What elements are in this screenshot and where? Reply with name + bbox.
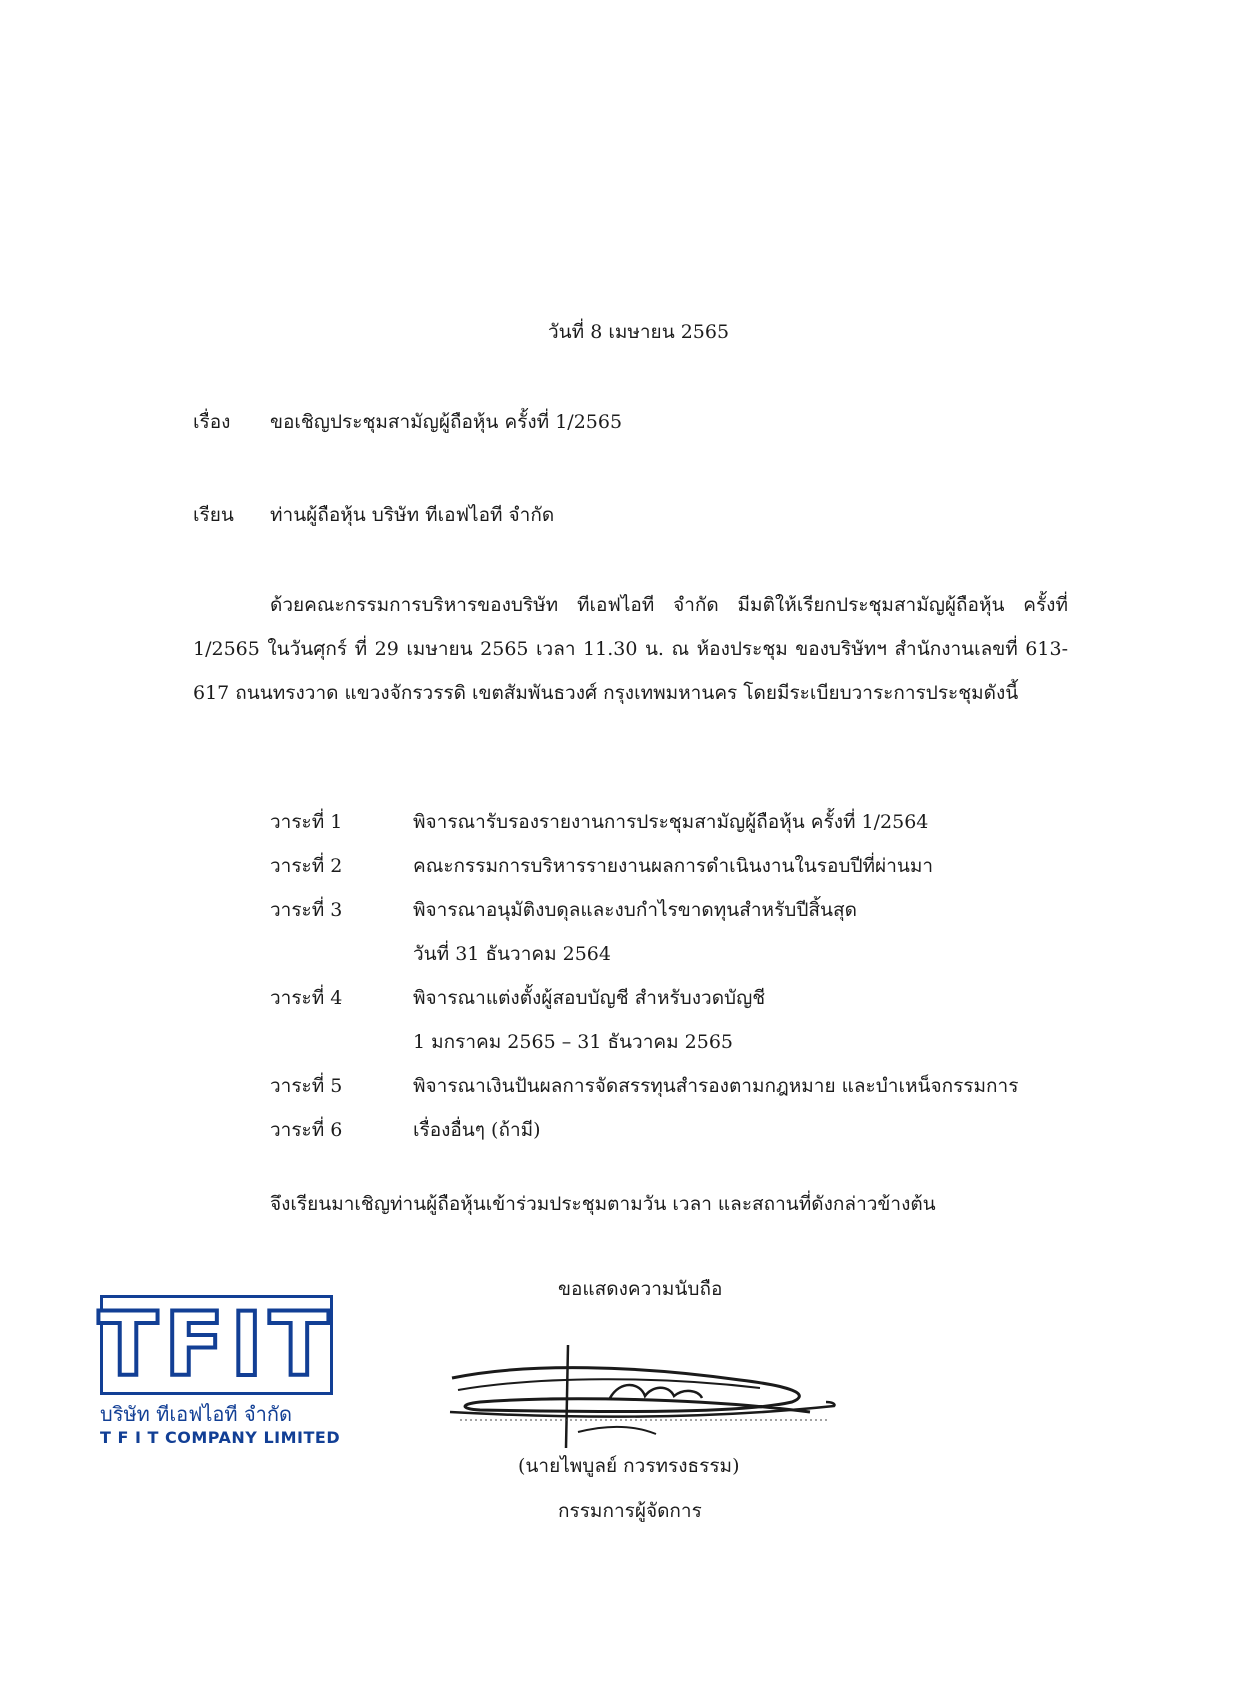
logo-mark: TFIT [98, 1293, 335, 1396]
agenda-text: คณะกรรมการบริหารรายงานผลการดำเนินงานในรอบปีที่ผ่านมา [413, 855, 934, 877]
closing-sentence: จึงเรียนมาเชิญท่านผู้ถือหุ้นเข้าร่วมประชุมตามวัน เวลา และสถานที่ดังกล่าวข้างต้น [270, 1193, 936, 1215]
company-logo [100, 1295, 345, 1449]
agenda-number: วาระที่ 4 [270, 987, 343, 1009]
recipient-label: เรียน [193, 504, 234, 526]
agenda-number: วาระที่ 5 [270, 1075, 343, 1097]
agenda-number: วาระที่ 1 [270, 811, 343, 833]
agenda-item [270, 800, 1090, 844]
agenda-number: วาระที่ 6 [270, 1119, 343, 1141]
subject-text: ขอเชิญประชุมสามัญผู้ถือหุ้น ครั้งที่ 1/2565 [270, 411, 623, 433]
signer-name: (นายไพบูลย์ กวรทรงธรรม) [518, 1455, 740, 1477]
agenda-text: พิจารณาแต่งตั้งผู้สอบบัญชี สำหรับงวดบัญชี [413, 987, 766, 1009]
body-paragraph: ด้วยคณะกรรมการบริหารของบริษัท ทีเอฟไอที จำกัด มีมติให้เรียกประชุมสามัญผู้ถือหุ้น ครั้งที่ 1/2565 ในวันศุกร์ ที่ 29 เมษายน 2565 เวลา 11.30 น. ณ ห้องประชุม ของบริษัทฯ สำนักงานเลขที่ 613-617 ถนนทรงวาด แขวงจักรวรรดิ เขตสัมพันธวงศ์ กรุงเทพมหานคร โดยมีระเบียบวาระการประชุมดังนี้ [193, 594, 1068, 704]
subject-label: เรื่อง [193, 411, 231, 433]
agenda-text: พิจารณาอนุมัติงบดุลและงบกำไรขาดทุนสำหรับปีสิ้นสุด [413, 899, 857, 921]
signer-title: กรรมการผู้จัดการ [558, 1500, 702, 1522]
logo-company-name-thai: บริษัท ทีเอฟไอที จำกัด [100, 1402, 293, 1426]
agenda-item [270, 844, 1090, 888]
agenda-text-continued: 1 มกราคม 2565 – 31 ธันวาคม 2565 [413, 1031, 734, 1053]
letter-date: วันที่ 8 เมษายน 2565 [548, 321, 730, 343]
logo-box [100, 1295, 333, 1395]
agenda-number: วาระที่ 2 [270, 855, 343, 877]
agenda-item [270, 976, 1090, 1064]
agenda-text: พิจารณารับรองรายงานการประชุมสามัญผู้ถือหุ้น ครั้งที่ 1/2564 [413, 811, 929, 833]
signature-image [440, 1340, 880, 1450]
agenda-number: วาระที่ 3 [270, 899, 343, 921]
agenda-item [270, 888, 1090, 976]
agenda-text: พิจารณาเงินปันผลการจัดสรรทุนสำรองตามกฎหมาย และบำเหน็จกรรมการ [413, 1075, 1019, 1097]
agenda-list [270, 800, 1090, 1152]
recipient-text: ท่านผู้ถือหุ้น บริษัท ทีเอฟไอที จำกัด [270, 504, 555, 526]
logo-company-name-english: T F I T COMPANY LIMITED [100, 1428, 341, 1447]
agenda-text-continued: วันที่ 31 ธันวาคม 2564 [413, 943, 611, 965]
agenda-item [270, 1108, 1090, 1152]
regards-text: ขอแสดงความนับถือ [558, 1278, 723, 1300]
agenda-item [270, 1064, 1090, 1108]
agenda-text: เรื่องอื่นๆ (ถ้ามี) [413, 1119, 541, 1141]
